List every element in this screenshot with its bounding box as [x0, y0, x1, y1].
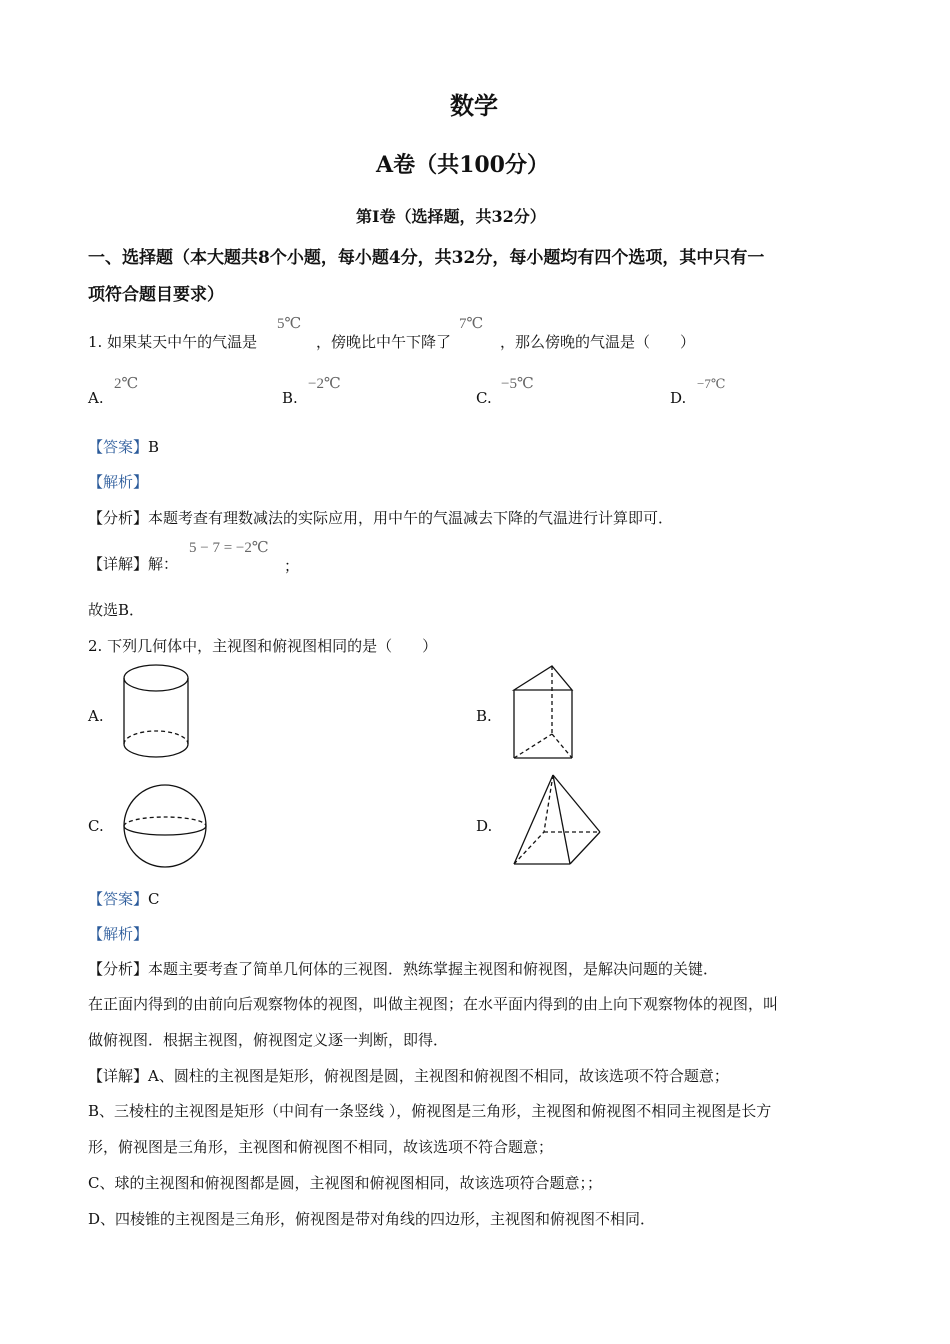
instructions-line-2: 项符合题目要求）	[88, 285, 224, 305]
fenxi-text: 本题主要考查了简单几何体的三视图．熟练掌握主视图和俯视图，是解决问题的关键．	[148, 960, 719, 978]
answer-value: B	[148, 438, 160, 456]
instructions-line-1: 一、选择题（本大题共8个小题，每小题4分，共32分，每小题均有四个选项，其中只有一	[88, 248, 765, 268]
answer-value: C	[148, 890, 160, 908]
q1-analysis-tag: 【解析】	[88, 473, 149, 491]
q1-detail-formula: 5 − 7 = −2℃	[189, 540, 269, 556]
triangular-prism-figure	[508, 662, 578, 762]
q2-detail-a	[88, 1065, 729, 1086]
q1-option-b-label: B.	[282, 389, 298, 407]
detail-tag: 【详解】	[88, 555, 149, 573]
q2-answer	[88, 888, 160, 909]
detail-a-text: A、圆柱的主视图是矩形，俯视图是圆，主视图和俯视图不相同，故该选项不符合题意；	[148, 1067, 729, 1085]
fenxi-tag: 【分析】	[88, 509, 149, 527]
q2-detail-b-line-2: 形，俯视图是三角形，主视图和俯视图不相同，故该选项不符合题意；	[88, 1138, 554, 1156]
q2-detail-d: D、四棱锥的主视图是三角形，俯视图是带对角线的四边形，主视图和俯视图不相同．	[88, 1210, 656, 1228]
fenxi-tag: 【分析】	[88, 960, 149, 978]
q1-stem-part3: ，那么傍晚的气温是（ ）	[500, 333, 696, 351]
q1-option-b-value: −2℃	[308, 376, 341, 392]
q1-option-d-label: D.	[670, 389, 687, 407]
q1-detail	[88, 553, 178, 574]
q2-explain-line-1: 在正面内得到的由前向后观察物体的视图，叫做主视图；在水平面内得到的由上向下观察物体的视图，叫	[88, 995, 779, 1013]
q1-stem-part1: 1. 如果某天中午的气温是	[88, 333, 258, 351]
q2-option-d-label: D.	[476, 817, 493, 835]
detail-prefix: 解：	[148, 555, 179, 573]
q1-fenxi	[88, 507, 673, 528]
section-a-heading: A卷（共100分）	[376, 152, 549, 178]
q1-answer	[88, 436, 159, 457]
q2-analysis-tag: 【解析】	[88, 925, 149, 943]
page-title: 数学	[450, 91, 498, 120]
q2-detail-c: C、球的主视图和俯视图都是圆，主视图和俯视图相同，故该选项符合题意；；	[88, 1174, 602, 1192]
q2-option-a-label: A.	[88, 707, 104, 725]
q1-option-d-value: −7℃	[697, 376, 726, 391]
q2-detail-b-line-1: B、三棱柱的主视图是矩形（中间有一条竖线 ），俯视图是三角形，主视图和俯视图不相同主视图是长方	[88, 1102, 772, 1120]
q1-temp-noon: 5℃	[277, 316, 302, 332]
q1-option-a-label: A.	[88, 389, 104, 407]
q1-option-c-label: C.	[476, 389, 492, 407]
q2-stem: 2. 下列几何体中，主视图和俯视图相同的是（ ）	[88, 637, 438, 655]
q1-conclusion: 故选B．	[88, 601, 145, 619]
q1-stem-part2: ，傍晚比中午下降了	[316, 333, 452, 351]
fenxi-text: 本题考查有理数减法的实际应用，用中午的气温减去下降的气温进行计算即可．	[148, 509, 674, 527]
answer-tag: 【答案】	[88, 438, 149, 456]
q1-temp-drop: 7℃	[459, 316, 484, 332]
q1-option-a-value: 2℃	[114, 376, 139, 392]
q2-explain-line-2: 做俯视图．根据主视图，俯视图定义逐一判断，即得．	[88, 1031, 449, 1049]
q1-option-c-value: −5℃	[501, 376, 534, 392]
q2-option-b-label: B.	[476, 707, 492, 725]
q1-detail-suffix: ；	[284, 557, 300, 575]
part-one-heading: 第Ⅰ卷（选择题，共32分）	[356, 207, 546, 226]
q2-fenxi	[88, 958, 718, 979]
q2-option-c-label: C.	[88, 817, 104, 835]
answer-tag: 【答案】	[88, 890, 149, 908]
detail-tag: 【详解】	[88, 1067, 149, 1085]
sphere-figure	[120, 782, 212, 870]
pyramid-figure	[508, 770, 604, 870]
cylinder-figure	[118, 660, 198, 764]
